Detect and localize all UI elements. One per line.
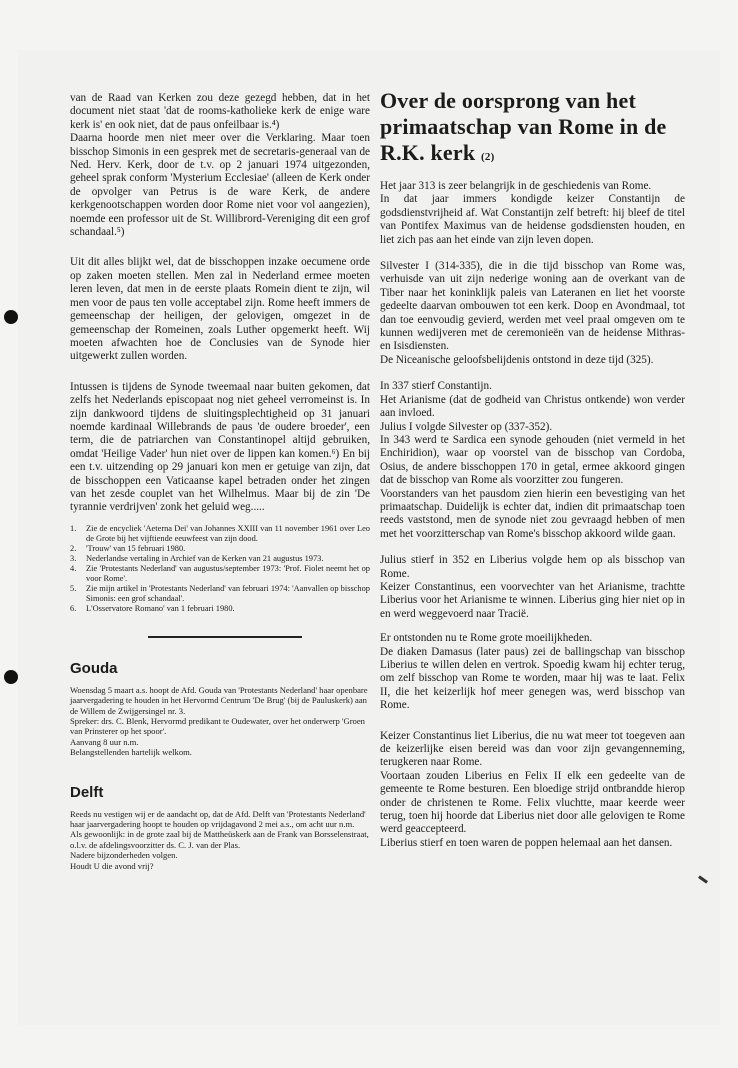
announcement-line: Spreker: drs. C. Blenk, Hervormd predikant te Oudewater, over het onderwerp 'Groen van Prinsterer op het spoor'. (70, 716, 365, 737)
announcement-line: Woensdag 5 maart a.s. hoopt de Afd. Gouda van 'Protestants Nederland' haar openbare jaarvergadering te houden in het Hervormd Centrum 'De Brug' (bij de Pauluskerk) aan de Willem de Zwijgersingel nr. 3. (70, 684, 368, 716)
delft-announcement (70, 809, 370, 871)
article-paragraph: Voorstanders van het pausdom zien hierin een bevestiging van het primaatschap. Duidelijk is echter dat, indien dit primaatschap toen reeds vaststond, men de synode niet zou gevraagd hebben of men met het voorzitterschap van Rome's bisschop akkoord wilde gaan. (380, 487, 685, 540)
article-paragraph: Er ontstonden nu te Rome grote moeilijkheden. (380, 632, 593, 645)
article-paragraph: Julius stierf in 352 en Liberius volgde hem op als bisschop van Rome. (380, 554, 685, 580)
gouda-heading: Gouda (70, 659, 118, 677)
magazine-page (18, 50, 720, 1025)
announcement-line: Reeds nu vestigen wij er de aandacht op, dat de Afd. Delft van 'Protestants Nederland' haar jaarvergadering hoopt te houden op vrijdagavond 2 mei a.s., om acht uur n.m. (70, 808, 366, 830)
article-paragraph: Julius I volgde Silvester op (337-352). (380, 420, 553, 433)
article-paragraph: De Niceanische geloofsbelijdenis ontstond in deze tijd (325). (380, 353, 654, 366)
footnote: 5. Zie mijn artikel in 'Protestants Nederland' van februari 1974: 'Aanvallen op bisschop Simonis: een grof schandaal'. (70, 583, 370, 603)
right-column (380, 88, 685, 859)
article-paragraph: Keizer Constantinus, een voorvechter van het Arianisme, trachtte Liberius voor het Arianisme te winnen. Liberius ging hier niet op in en werd weggevoerd naar Tracië. (380, 580, 685, 620)
article-title (380, 88, 685, 170)
gouda-announcement (70, 685, 370, 758)
article-paragraph: Liberius stierf en toen waren de poppen helemaal aan het dansen. (380, 836, 673, 849)
announcement-line: Als gewoonlijk: in de grote zaal bij de Mattheüskerk aan de Frank van Borsselenstraat, o.l.v. de afdelingsvoorzitter ds. C. J. van der Plas. (70, 829, 369, 850)
footnote: 6. L'Osservatore Romano' van 1 februari 1980. (70, 603, 235, 613)
article-paragraph: Keizer Constantinus liet Liberius, die nu wat meer tot toegeven aan de keizerlijke eisen bereid was dan voor zijn gevangenneming, terugkeren naar Rome. (380, 729, 685, 769)
article-paragraph: In dat jaar immers kondigde keizer Constantijn de godsdienstvrijheid af. Wat Constantijn zelf betreft: hij bleef de titel van Pontifex Maximus van de heidense godsdiensten houden, en liet zich pas aan het einde van zijn leven dopen. (380, 193, 685, 246)
footnote: 2. 'Trouw' van 15 februari 1980. (70, 543, 186, 553)
article-paragraph: Silvester I (314-335), die in die tijd bisschop van Rome was, verhuisde van uit zijn nederige woning aan de overkant van de Tiber naar het koninklijk paleis van Lateranen en liet het voorste gedeelte daarvan ombouwen tot een kerk. Doop en Avondmaal, tot dan toe eenvoudig gevierd, werden met veel praal omgeven om te kunnen wedijveren met de ceremonieën van de heidense Mithras- en Isisdiensten. (380, 260, 685, 353)
article-title-text: Over de oorsprong van het primaatschap van Rome in de R.K. kerk (380, 88, 667, 165)
article-paragraph: In 337 stierf Constantijn. (380, 380, 492, 393)
article-paragraph: In 343 werd te Sardica een synode gehouden (niet vermeld in het Enchiridion), waar op voorstel van de bisschop van Cordoba, Osius, de andere bisschoppen 170 in getal, ermee akkoord gingen dat de bisschop van Rome als voorzitter zou fungeren. (380, 433, 685, 487)
left-paragraph: Uit dit alles blijkt wel, dat de bisschoppen inzake oecumene orde op zaken moeten stellen. Men zal in Nederland ermee moeten leren leven, dat men in de eerste plaats Romein dient te zijn, wil men voor de paus ten volle acceptabel zijn. Rome heeft immers de gemeenschap der heiligen, der gelovigen, omgezet in de gemeenschap der Romeinen, zoals Luther opgemerkt heeft. Wij moeten afwachten hoe de Conclusies van de Synode hier uitgewerkt zullen worden. (70, 256, 370, 363)
article-paragraph: Het jaar 313 is zeer belangrijk in de geschiedenis van Rome. (380, 180, 652, 192)
article-paragraph: Het Arianisme (dat de godheid van Christus ontkende) won verder aan invloed. (380, 393, 685, 420)
announcement-line: Nadere bijzonderheden volgen. (70, 850, 178, 861)
announcement-line: Houdt U die avond vrij? (70, 860, 154, 871)
left-paragraph: Intussen is tijdens de Synode tweemaal naar buiten gekomen, dat zelfs het Nederlands episcopaat nog niet geheel verromeinst is. In zijn dankwoord tijdens de sluitingsplechtigheid op 31 januari noemde kardinaal Willebrands de paus 'de oudere broeder', een term, die de patriarchen van Constantinopel altijd gebruiken, omdat 'Heilige Vader' hun niet over de lippen kan komen.⁶) En bij een t.v. uitzending op 29 januari kon men er getuige van zijn, dat de bisschoppen een Vaticaanse kapel betraden onder het zingen van het zesde couplet van het Wilhelmus. Maar bij de zin 'De tyrannie verdrijven' zonk het geluid weg..... (70, 380, 370, 514)
section-divider (148, 636, 302, 638)
punch-hole-mark (4, 670, 18, 684)
footnote: 4. Zie 'Protestants Nederland' van augustus/september 1973: 'Prof. Fiolet neemt het op voor Rome'. (70, 563, 370, 583)
left-paragraph: van de Raad van Kerken zou deze gezegd hebben, dat in het document niet staat 'dat de rooms-katholieke kerk de enige ware kerk is' en ook niet, dat de paus onfeilbaar is.⁴) (70, 92, 370, 131)
footnote: 1. Zie de encycliek 'Aeterna Dei' van Johannes XXIII van 11 november 1961 over Leo de Grote bij het vijftiende eeuwfeest van zijn dood. (70, 523, 370, 543)
article-part-number: (2) (481, 151, 495, 163)
article-paragraph: Voortaan zouden Liberius en Felix II elk een gedeelte van de gemeente te Rome besturen. Een bloedige strijd ontbrandde hierop onder de christenen te Rome. Felix vluchtte, maar keerde weer terug, toen hij hoorde dat Liberius niet door alle gelovigen te Rome werd geaccepteerd. (380, 769, 685, 836)
footnote: 3. Nederlandse vertaling in Archief van de Kerken van 21 augustus 1973. (70, 553, 324, 563)
ink-mark (698, 875, 708, 883)
left-paragraph: Daarna hoorde men niet meer over die Verklaring. Maar toen bisschop Simonis in een gesprek met de secretaris-generaal van de Ned. Herv. Kerk, door de t.v. op 2 januari 1974 uitgezonden, geheel sprak conform 'Mysterium Ecclesiae' (alleen de Kerk onder de opvolger van Petrus is de ware Kerk, de andere kerkgenootschappen worden door Rome niet voor vol aangezien), noemde een professor uit de St. Willibrord-Vereniging dit een grof schandaal.⁵) (70, 132, 370, 239)
footnotes-list (70, 524, 370, 614)
punch-hole-mark (4, 310, 18, 324)
announcement-line: Aanvang 8 uur n.m. (70, 736, 139, 747)
article-paragraph: De diaken Damasus (later paus) zei de ballingschap van bisschop Liberius te willen delen en vertrok. Spoedig kwam hij echter terug, om zelf bisschop van Rome te worden, maar hij was te laat. Felix II, die het keizerlijk hof meer genegen was, werd bisschop van Rome. (380, 645, 685, 712)
left-column (70, 92, 370, 897)
announcement-line: Belangstellenden hartelijk welkom. (70, 747, 192, 758)
delft-heading: Delft (70, 783, 104, 801)
